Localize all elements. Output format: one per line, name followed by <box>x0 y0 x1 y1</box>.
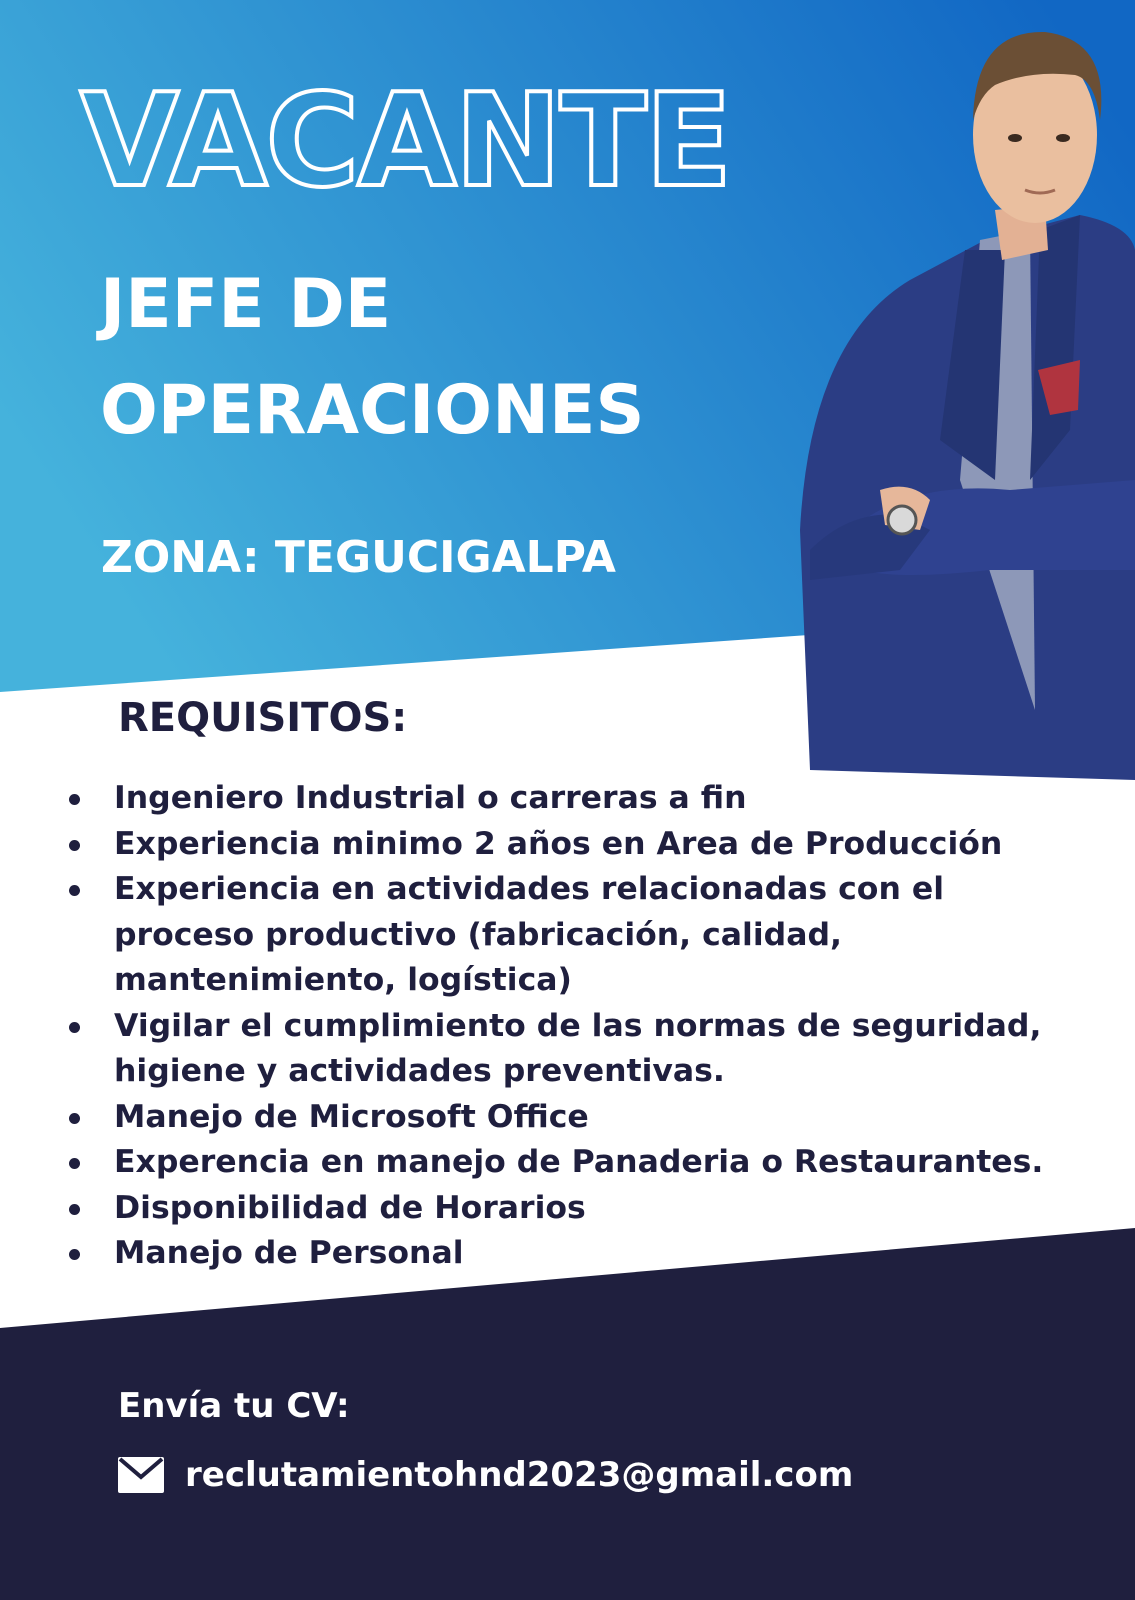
requirement-text: Manejo de Microsoft Office <box>114 1098 589 1135</box>
bullet-icon <box>69 840 80 851</box>
requirements-title: REQUISITOS: <box>118 695 408 741</box>
requirement-text: Experiencia minimo 2 años en Area de Producción <box>114 825 1003 862</box>
requirement-text: Manejo de Personal <box>114 1235 464 1271</box>
requirement-text: Ingeniero Industrial o carreras a fin <box>114 780 747 816</box>
bullet-icon <box>69 1204 80 1215</box>
bullet-icon <box>69 794 80 805</box>
man-in-blue-suit-photo <box>790 10 1135 780</box>
requirements-list <box>64 776 1114 1277</box>
job-title-line-1: JEFE DE <box>100 265 392 344</box>
list-item <box>64 776 1114 822</box>
list-item <box>64 1231 1114 1277</box>
bullet-icon <box>69 1022 80 1033</box>
job-title <box>100 252 644 464</box>
requirement-text: Disponibilidad de Horarios <box>114 1189 586 1226</box>
bullet-icon <box>69 1113 80 1124</box>
list-item <box>64 822 1114 868</box>
list-item <box>64 1004 1114 1095</box>
send-cv-label: Envía tu CV: <box>118 1386 350 1426</box>
list-item <box>64 867 1114 1004</box>
requirement-text: Experencia en manejo de Panaderia o Restaurantes. <box>114 1144 1044 1180</box>
list-item <box>64 1095 1114 1141</box>
envelope-icon <box>118 1457 164 1493</box>
job-title-line-2: OPERACIONES <box>100 371 645 450</box>
bullet-icon <box>69 885 80 896</box>
vacante-heading: VACANTE <box>80 67 731 216</box>
list-item <box>64 1186 1114 1232</box>
zone-label: ZONA: TEGUCIGALPA <box>101 532 616 583</box>
bullet-icon <box>69 1158 80 1169</box>
list-item <box>64 1140 1114 1186</box>
requirement-text: Experiencia en actividades relacionadas con el proceso productivo (fabricación, calidad, mantenimiento, logística) <box>114 871 944 998</box>
requirement-text: Vigilar el cumplimiento de las normas de seguridad, higiene y actividades preventivas. <box>114 1007 1042 1089</box>
bullet-icon <box>69 1249 80 1260</box>
contact-email-link[interactable]: reclutamientohnd2023@gmail.com <box>185 1455 854 1495</box>
